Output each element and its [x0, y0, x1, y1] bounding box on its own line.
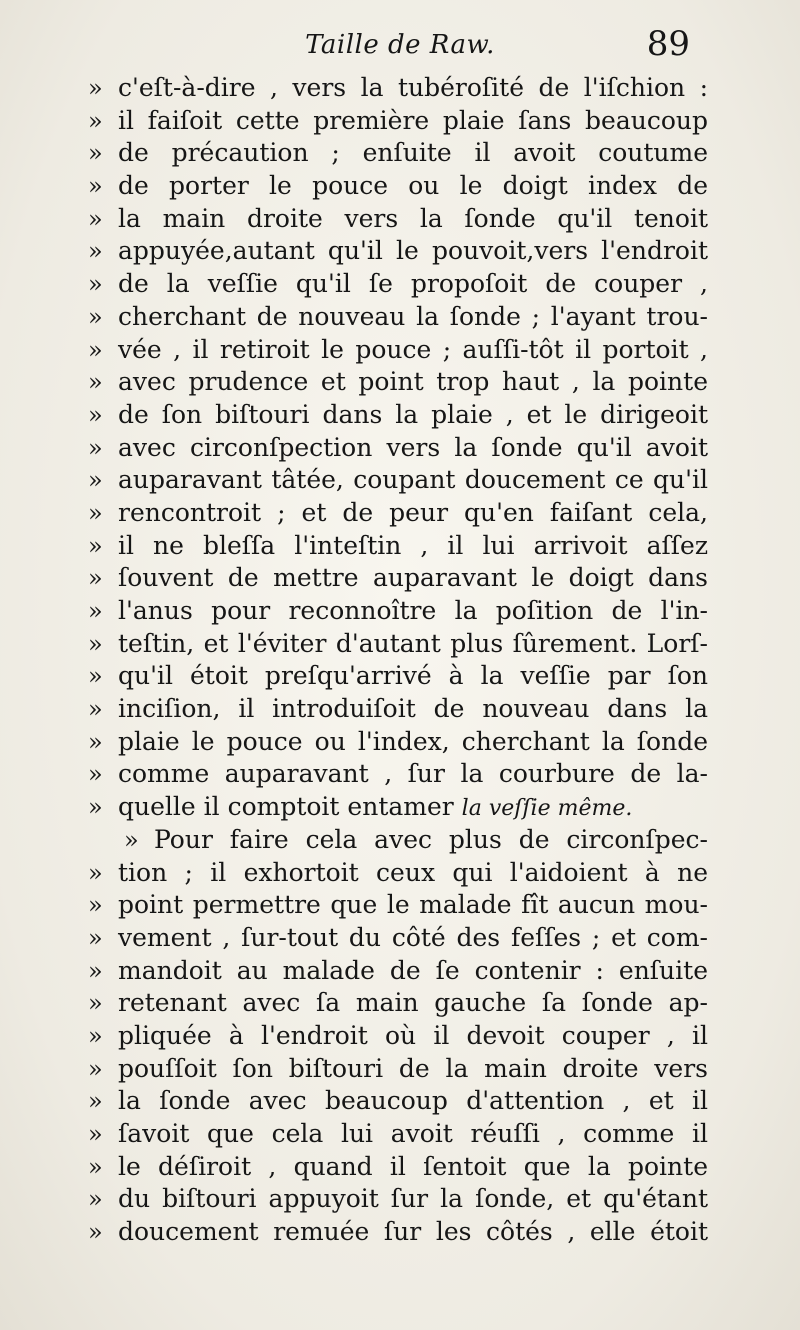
line-text-content: teſtin, et l'éviter d'autant plus ſûrement. Lorſ- — [118, 628, 708, 658]
quote-mark: » — [88, 1185, 103, 1214]
line-text-content: il ne bleſſa l'inteſtin , il lui arrivoit aſſez — [118, 530, 708, 560]
quote-mark: » — [88, 368, 103, 397]
line-text-content: il faiſoit cette première plaie ſans beaucoup — [118, 105, 708, 135]
text-line — [88, 268, 708, 301]
line-text — [118, 791, 708, 826]
line-text-content: appuyée,autant qu'il le pouvoit,vers l'endroit — [118, 236, 708, 266]
line-text — [118, 1053, 708, 1086]
line-text-content: mandoit au malade de ſe contenir : enſuite — [118, 955, 708, 985]
line-text-content: avec prudence et point trop haut , la pointe — [118, 367, 708, 397]
text-line — [88, 530, 708, 563]
line-text-content: auparavant tâtée, coupant doucement ce qu'il — [118, 465, 708, 495]
quote-mark: » — [88, 1087, 103, 1116]
line-text-content: de la veſſie qu'il ſe propoſoit de couper , — [118, 269, 708, 299]
quote-mark: » — [124, 825, 139, 854]
quote-mark: » — [88, 498, 103, 527]
quote-mark: » — [88, 204, 103, 233]
line-text — [118, 987, 708, 1020]
line-text-content: Pour faire cela avec plus de circonſpec- — [154, 824, 708, 854]
body-text — [88, 72, 708, 1249]
text-line — [88, 170, 708, 203]
line-text — [118, 693, 708, 726]
text-line — [88, 1053, 708, 1086]
quote-mark: » — [88, 727, 103, 756]
quote-mark: » — [88, 597, 103, 625]
text-line — [88, 497, 708, 530]
line-text — [154, 824, 708, 857]
line-text — [118, 595, 708, 628]
line-text — [118, 105, 708, 138]
quote-mark: » — [88, 74, 103, 102]
text-line — [88, 628, 708, 661]
line-text-content: comme auparavant , ſur la courbure de la- — [118, 759, 708, 789]
quote-mark: » — [88, 400, 103, 429]
line-text — [118, 1216, 708, 1249]
text-line — [88, 889, 708, 922]
quote-mark: » — [88, 564, 103, 593]
text-line — [88, 137, 708, 170]
quote-mark: » — [88, 139, 103, 168]
line-text-content: c'eſt-à-dire , vers la tubéroſité de l'iſchion : — [118, 73, 708, 102]
line-text-content: retenant avec ſa main gauche ſa ſonde ap- — [118, 988, 708, 1018]
line-text-content: ſouvent de mettre auparavant le doigt dans — [118, 563, 708, 593]
text-line — [88, 366, 708, 399]
line-text — [118, 1118, 708, 1151]
line-text — [118, 1020, 708, 1053]
line-text-content: doucement remuée ſur les côtés , elle étoit — [118, 1217, 708, 1247]
text-line — [88, 693, 708, 726]
quote-mark: » — [88, 793, 103, 822]
line-text-content: vement , ſur-tout du côté des feſſes ; et com- — [118, 922, 708, 952]
line-text-content: de précaution ; enſuite il avoit coutume — [118, 138, 708, 168]
quote-mark: » — [88, 662, 103, 691]
quote-mark: » — [88, 1021, 103, 1050]
text-line — [88, 105, 708, 138]
quote-mark: » — [88, 172, 103, 201]
text-line — [88, 1216, 708, 1249]
quote-mark: » — [88, 270, 103, 299]
line-text-content: la main droite vers la ſonde qu'il tenoit — [118, 203, 708, 233]
line-text-content: inciſion, il introduiſoit de nouveau dans la — [118, 694, 708, 724]
line-text — [118, 203, 708, 236]
line-text — [118, 72, 708, 105]
running-title: Taille de Raw. — [305, 30, 495, 60]
line-text — [118, 432, 708, 465]
quote-mark: » — [88, 956, 103, 985]
quote-mark: » — [88, 531, 103, 560]
line-text — [118, 562, 708, 595]
line-text — [118, 922, 708, 955]
text-line — [88, 334, 708, 367]
quote-mark: » — [88, 302, 103, 331]
line-text-content: pouſſoit ſon biſtouri de la main droite vers — [118, 1053, 708, 1083]
text-line — [88, 726, 708, 759]
quote-mark: » — [88, 923, 103, 952]
line-text — [118, 301, 708, 334]
line-text-content: rencontroit ; et de peur qu'en faiſant cela, — [118, 497, 708, 527]
text-line — [88, 464, 708, 497]
line-text — [118, 530, 708, 563]
text-line — [88, 857, 708, 890]
line-text — [118, 366, 708, 399]
line-text — [118, 1183, 708, 1216]
line-text — [118, 628, 708, 661]
line-text-content: point permettre que le malade fît aucun mou- — [118, 890, 708, 920]
quote-mark: » — [88, 1218, 103, 1247]
quote-mark: » — [88, 989, 103, 1018]
text-line — [88, 72, 708, 105]
quote-mark: » — [88, 858, 103, 887]
text-line — [88, 1085, 708, 1118]
line-text-content: avec circonſpection vers la ſonde qu'il avoit — [118, 432, 708, 462]
line-text-content: quelle il comptoit entamer — [118, 792, 454, 822]
line-text — [118, 497, 708, 530]
line-text-content: qu'il étoit preſqu'arrivé à la veſſie par ſon — [118, 661, 708, 691]
text-line — [88, 922, 708, 955]
quote-mark: » — [88, 466, 103, 495]
line-text — [118, 660, 708, 693]
line-text — [118, 1085, 708, 1118]
line-text-content: vée , il retiroit le pouce ; auſſi-tôt il portoit , — [118, 334, 708, 364]
quote-mark: » — [88, 106, 103, 135]
text-line — [88, 1183, 708, 1216]
line-text — [118, 726, 708, 759]
quote-mark: » — [88, 1120, 103, 1148]
text-line — [88, 203, 708, 236]
line-text — [118, 1151, 708, 1184]
line-text — [118, 857, 708, 890]
text-line — [88, 1151, 708, 1184]
text-line — [88, 660, 708, 693]
text-line — [88, 824, 708, 857]
text-line — [88, 987, 708, 1020]
line-text — [118, 955, 708, 988]
page-header — [0, 24, 800, 70]
text-line — [88, 399, 708, 432]
quote-mark: » — [88, 1152, 103, 1181]
line-text — [118, 235, 708, 268]
line-text-content: l'anus pour reconnoître la poſition de l'in- — [118, 596, 708, 625]
text-line — [88, 432, 708, 465]
quote-mark: » — [88, 695, 103, 724]
line-text-content: pliquée à l'endroit où il devoit couper , il — [118, 1020, 708, 1050]
text-line — [88, 595, 708, 628]
text-line — [88, 235, 708, 268]
text-line — [88, 758, 708, 791]
text-line — [88, 791, 708, 824]
line-text — [118, 758, 708, 791]
line-text — [118, 137, 708, 170]
line-text — [118, 889, 708, 922]
text-line — [88, 955, 708, 988]
text-line — [88, 1118, 708, 1151]
line-text-content: plaie le pouce ou l'index, cherchant la ſonde — [118, 726, 708, 756]
quote-mark: » — [88, 629, 103, 658]
line-text-content: tion ; il exhortoit ceux qui l'aidoient à ne — [118, 857, 708, 887]
italic-emphasis: la veſſie même. — [461, 796, 633, 822]
quote-mark: » — [88, 1054, 103, 1083]
quote-mark: » — [88, 760, 103, 789]
line-text-content: le déſiroit , quand il ſentoit que la pointe — [118, 1151, 708, 1181]
line-text-content: du biſtouri appuyoit ſur la ſonde, et qu'étant — [118, 1184, 708, 1214]
quote-mark: » — [88, 335, 103, 364]
quote-mark: » — [88, 891, 103, 920]
line-text — [118, 334, 708, 367]
page-number: 89 — [646, 24, 690, 64]
line-text-content: la ſonde avec beaucoup d'attention , et il — [118, 1086, 708, 1116]
line-text-content: cherchant de nouveau la ſonde ; l'ayant trou- — [118, 301, 708, 331]
text-line — [88, 1020, 708, 1053]
text-line — [88, 301, 708, 334]
quote-mark: » — [88, 433, 103, 462]
text-line — [88, 562, 708, 595]
line-text — [118, 268, 708, 301]
line-text-content: ſavoit que cela lui avoit réuſſi , comme il — [118, 1119, 708, 1148]
line-text-content: de ſon biſtouri dans la plaie , et le dirigeoit — [118, 399, 708, 429]
line-text — [118, 399, 708, 432]
line-text — [118, 464, 708, 497]
line-text — [118, 170, 708, 203]
quote-mark: » — [88, 237, 103, 266]
line-text-content: de porter le pouce ou le doigt index de — [118, 171, 708, 201]
